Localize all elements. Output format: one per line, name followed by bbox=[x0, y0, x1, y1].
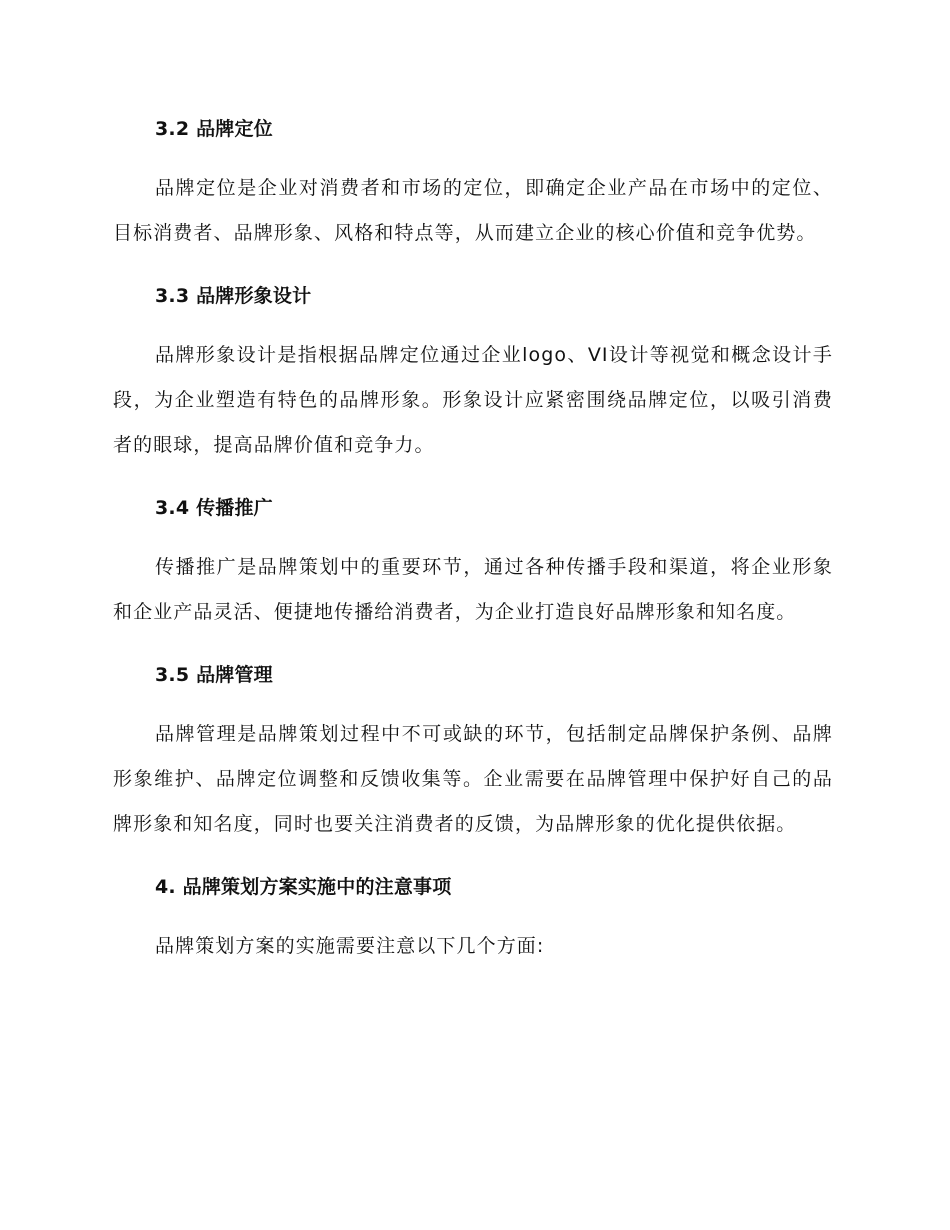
section-heading-3-3: 3.3 品牌形象设计 bbox=[155, 285, 312, 307]
section-paragraph-3-2: 品牌定位是企业对消费者和市场的定位，即确定企业产品在市场中的定位、目标消费者、品牌形象、风格和特点等，从而建立企业的核心价值和竞争优势。 bbox=[113, 177, 833, 244]
section-heading-4: 4. 品牌策划方案实施中的注意事项 bbox=[155, 876, 452, 898]
section-paragraph-3-4: 传播推广是品牌策划中的重要环节，通过各种传播手段和渠道，将企业形象和企业产品灵活、便捷地传播给消费者，为企业打造良好品牌形象和知名度。 bbox=[113, 556, 833, 623]
section-heading-3-2: 3.2 品牌定位 bbox=[155, 118, 273, 140]
document-body bbox=[113, 112, 833, 969]
section-heading-3-4: 3.4 传播推广 bbox=[155, 497, 273, 519]
section-heading-3-5: 3.5 品牌管理 bbox=[155, 664, 273, 686]
section-paragraph-4: 品牌策划方案的实施需要注意以下几个方面: bbox=[155, 935, 545, 957]
section-paragraph-3-5: 品牌管理是品牌策划过程中不可或缺的环节，包括制定品牌保护条例、品牌形象维护、品牌定位调整和反馈收集等。企业需要在品牌管理中保护好自己的品牌形象和知名度，同时也要关注消费者的反馈，为品牌形象的优化提供依据。 bbox=[113, 723, 833, 835]
section-paragraph-3-3: 品牌形象设计是指根据品牌定位通过企业logo、VI设计等视觉和概念设计手段，为企业塑造有特色的品牌形象。形象设计应紧密围绕品牌定位，以吸引消费者的眼球，提高品牌价值和竞争力。 bbox=[113, 344, 833, 456]
